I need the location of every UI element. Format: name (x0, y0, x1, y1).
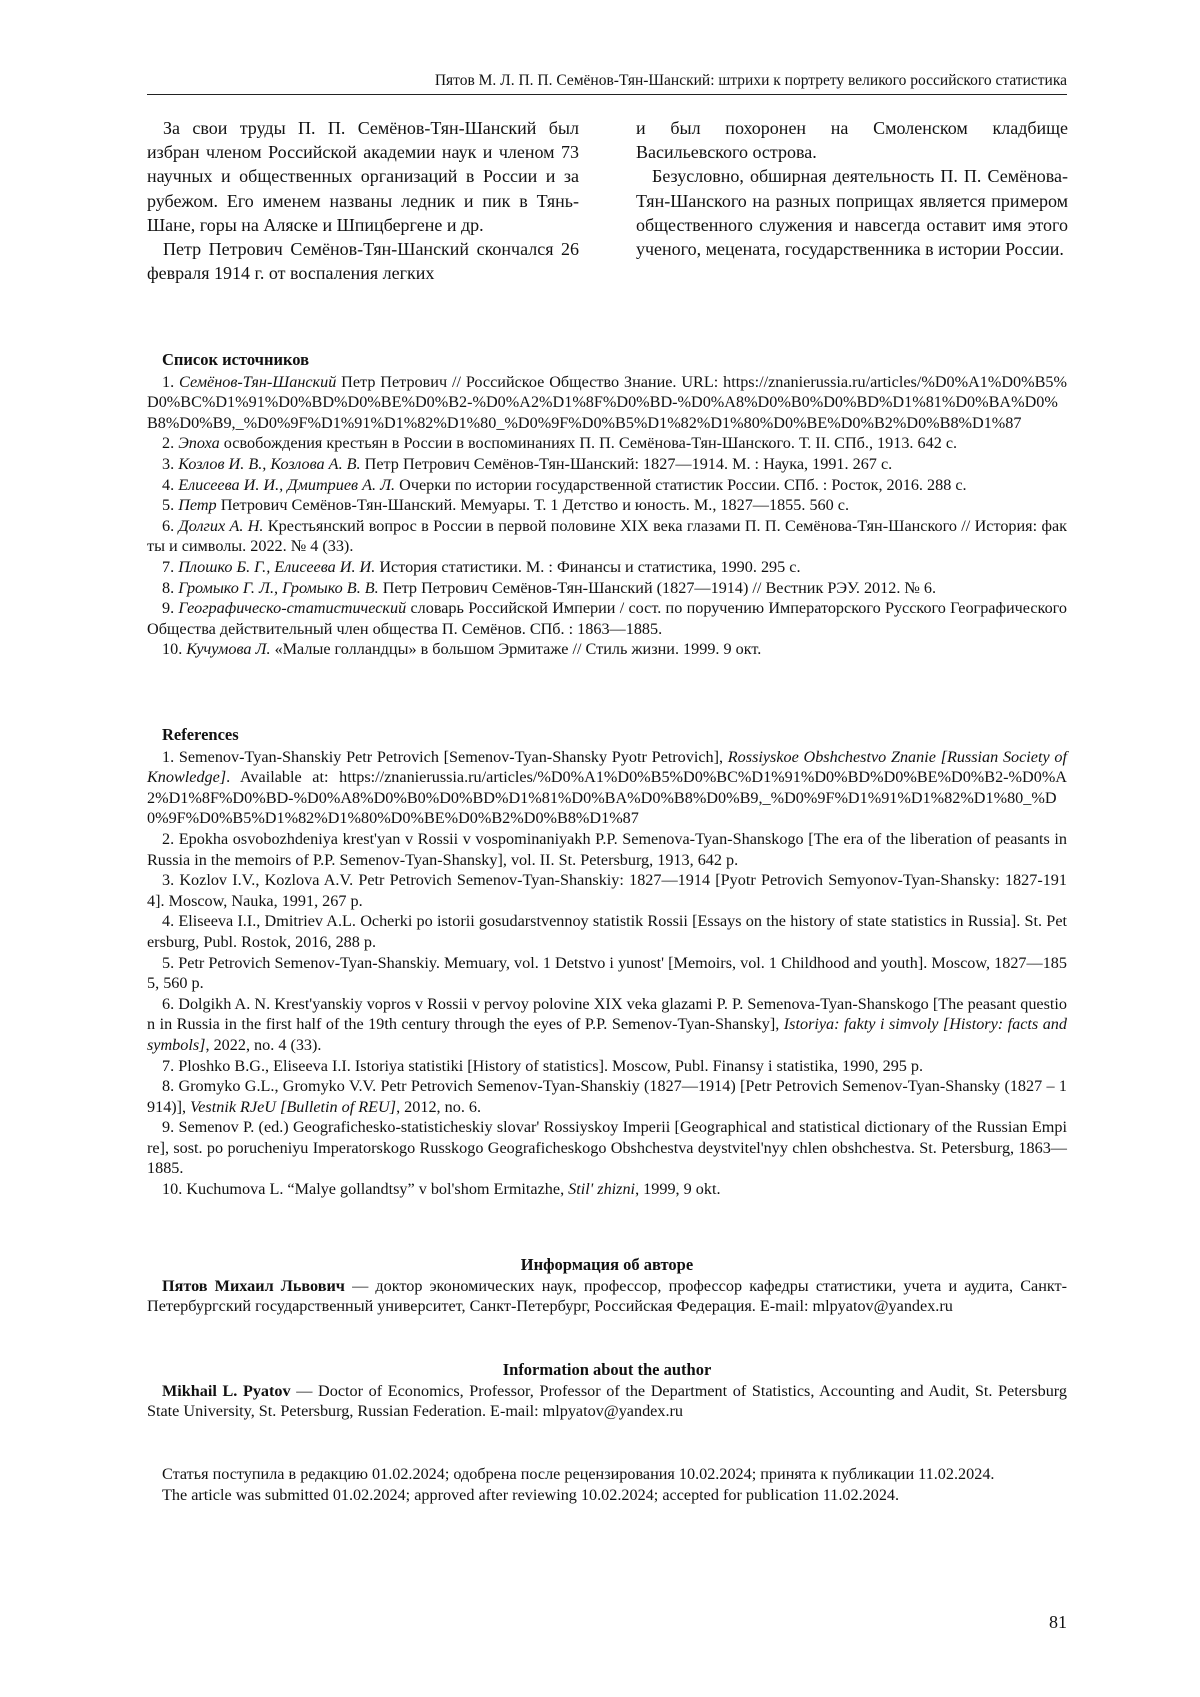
source-author: Кучумова Л. (186, 640, 271, 659)
reference-tail: , 1999, 9 okt. (635, 1180, 721, 1199)
page-number: 81 (1049, 1612, 1067, 1632)
source-text: Петрович Семёнов-Тян-Шанский. Мемуары. Т. 1 Детство и юность. М., 1827—1855. 560 с. (216, 496, 850, 515)
reference-text: Gromyko G.L., Gromyko V.V. Petr Petrovich Semenov-Tyan-Shanskiy (1827—1914) [Petr Petrovich Semenov-Tyan-Shansky (1827 – 1914)], (147, 1077, 1067, 1116)
references-section (147, 725, 1067, 1200)
submission-ru: Статья поступила в редакцию 01.02.2024; одобрена после рецензирования 10.02.2024; принята к публикации 11.02.2024. (162, 1465, 995, 1483)
author-bio-text-ru: — доктор экономических наук, профессор, профессор кафедры статистики, учета и аудита, Санкт-Петербургский государственный университет, Санкт-Петербург, Российская Федерация. E-mail: mlpyatov@yandex.ru (147, 1276, 1067, 1316)
source-number: 7. (162, 557, 175, 576)
source-text: История статистики. М. : Финансы и статистика, 1990. 295 с. (375, 557, 801, 576)
reference-text: Eliseeva I.I., Dmitriev A.L. Ocherki po istorii gosudarstvennoy statistik Rossii [Essays on the history of state statistics in Russia]. St. Petersburg, Publ. Rostok, 2016, 288 p. (147, 912, 1067, 951)
reference-tail: . Available at: https://znanierussia.ru/articles/%D0%A1%D0%B5%D0%BC%D1%91%D0%BD%D0%BE%D0%B2-%D0%A2%D1%8F%D0%BD-%D0%A8%D0%B0%D0%BD%D1%81%D0%BA%D0%B8%D0%B9,_%D0%9F%D1%91%D1%82%D1%80_%D0%9F%D0%B5%D1%82%D1%80%D0%BE%D0%B2%D0%B8%D1%87 (147, 768, 1067, 828)
author-name-en: Mikhail L. Pyatov (162, 1381, 291, 1400)
reference-number: 9. (162, 1118, 175, 1137)
reference-item (147, 1117, 1067, 1179)
source-text: «Малые голландцы» в большом Эрмитаже // Стиль жизни. 1999. 9 окт. (270, 640, 762, 659)
references-list (147, 747, 1067, 1200)
reference-number: 6. (162, 994, 175, 1013)
reference-item (147, 994, 1067, 1056)
source-number: 3. (162, 454, 175, 473)
reference-number: 10. (162, 1180, 183, 1199)
reference-item (147, 911, 1067, 952)
reference-item (147, 747, 1067, 829)
source-number: 2. (162, 434, 175, 453)
source-text: Крестьянский вопрос в России в первой половине XIX века глазами П. П. Семёнова-Тян-Шанского // История: факты и символы. 2022. № 4 (33). (147, 516, 1067, 556)
source-author: Долгих А. Н. (178, 516, 264, 535)
source-item (147, 495, 1067, 516)
author-info-en (147, 1360, 1067, 1422)
source-number: 1. (162, 372, 175, 391)
reference-journal: Rossiyskoe Obshchestvo Znanie [Russian Society of Knowledge] (147, 747, 1067, 787)
author-info-title-ru: Информация об авторе (520, 1255, 694, 1274)
sources-section (147, 350, 1067, 660)
reference-tail: , 2012, no. 6. (396, 1097, 482, 1116)
body-paragraph: Безусловно, обширная деятельность П. П. Семёнова-Тян-Шанского на разных поприщах является примером общественного служения и навсегда оставит имя этого ученого, мецената, государственника в истории России. (636, 166, 1068, 260)
source-item (147, 598, 1067, 639)
reference-text: Dolgikh A. N. Krest'yanskiy vopros v Rossii v pervoy polovine XIX veka glazami P. P. Semenova-Tyan-Shanskogo [The peasant question in Russia in the first half of the 19th century through the eyes of P.P. Semenov-Tyan-Shansky], (147, 994, 1067, 1034)
source-text: Петр Петрович Семёнов-Тян-Шанский: 1827—1914. М. : Наука, 1991. 267 с. (360, 454, 893, 473)
reference-text: Kuchumova L. “Malye gollandtsy” v bol'shom Ermitazhe, (182, 1180, 569, 1199)
body-paragraph: и был похоронен на Смоленском кладбище Васильевского острова. (636, 118, 1068, 163)
reference-text: Ploshko B.G., Eliseeva I.I. Istoriya statistiki [History of statistics]. Moscow, Publ. Finansy i statistika, 1990, 295 p. (174, 1056, 924, 1075)
source-author: Громыко Г. Л., Громыко В. В. (178, 578, 379, 597)
reference-text: Petr Petrovich Semenov-Tyan-Shanskiy. Memuary, vol. 1 Detstvo i yunost' [Memoirs, vol. 1 Childhood and youth]. Moscow, 1827—1855, 560 p. (147, 953, 1067, 993)
body-paragraph: Петр Петрович Семёнов-Тян-Шанский скончался 26 февраля 1914 г. от воспаления легких (147, 239, 579, 284)
source-item (147, 557, 1067, 578)
source-author: Плошко Б. Г., Елисеева И. И. (178, 557, 376, 576)
source-author: Петр (178, 496, 217, 515)
reference-item (147, 1056, 1067, 1077)
source-author: Географическо-статистический (178, 599, 407, 618)
source-item (147, 454, 1067, 475)
reference-item (147, 1076, 1067, 1117)
reference-journal: Istoriya: fakty i simvoly [History: facts and symbols] (147, 1015, 1067, 1054)
reference-item (147, 953, 1067, 994)
author-bio-text-en: — Doctor of Economics, Professor, Professor of the Department of Statistics, Accounting and Audit, St. Petersburg State University, St. Petersburg, Russian Federation. E-mail: mlpyatov@yandex.ru (147, 1381, 1067, 1421)
body-column-right (636, 116, 1068, 261)
source-number: 4. (162, 475, 175, 494)
source-item (147, 516, 1067, 557)
source-number: 8. (162, 578, 175, 597)
source-text: освобождения крестьян в России в воспоминаниях П. П. Семёнова-Тян-Шанского. Т. II. СПб., 1913. 642 с. (219, 434, 958, 453)
author-bio-en (147, 1381, 1067, 1422)
source-number: 9. (162, 599, 175, 618)
reference-text: Semenov P. (ed.) Geograficheskо-statisticheskiy slovar' Rossiyskoy Imperii [Geographical and statistical dictionary of the Russian Empire], sost. po porucheniyu Imperatorskogo Russkogo Geograficheskogo Obshchestva deystvitel'nyy chlen obshchestva. St. Petersburg, 1863—1885. (147, 1118, 1067, 1178)
references-title: References (162, 725, 239, 744)
source-text: Петр Петрович // Российское Общество Знание. URL: https://znanierussia.ru/articles/%D0%A1%D0%B5%D0%BC%D1%91%D0%BD%D0%BE%D0%B2-%D0%A2%D1%8F%D0%BD-%D0%A8%D0%B0%D0%BD%D1%81%D0%BA%D0%B8%D0%B9,_%D0%9F%D1%91%D1%82%D1%80_%D0%9F%D0%B5%D1%82%D1%80%D0%BE%D0%B2%D0%B8%D1%87 (147, 372, 1068, 432)
source-author: Козлов И. В., Козлова А. В. (178, 454, 361, 473)
author-info-ru (147, 1255, 1067, 1317)
reference-text: Semenov-Tyan-Shanskiy Petr Petrovich [Semenov-Tyan-Shansky Pyotr Petrovich], (174, 747, 728, 766)
source-text: Очерки по истории государственной статистик России. СПб. : Росток, 2016. 288 с. (395, 475, 967, 494)
reference-journal: Stil' zhizni (568, 1180, 636, 1199)
submission-dates (147, 1464, 1067, 1505)
reference-number: 5. (162, 953, 175, 972)
reference-text: Epokha osvobozhdeniya krest'yan v Rossii v vospominaniyakh P.P. Semenova-Tyan-Shanskogo [The era of the liberation of peasants in Russia in the memoirs of P.P. Semenov-Tyan-Shansky], vol. II. St. Petersburg, 1913, 642 p. (147, 829, 1067, 869)
source-author: Семёнов-Тян-Шанский (179, 372, 337, 391)
source-author: Эпоха (178, 434, 220, 453)
source-author: Елисеева И. И., Дмитриев А. Л. (178, 475, 396, 494)
source-number: 10. (162, 640, 183, 659)
submission-en: The article was submitted 01.02.2024; approved after reviewing 10.02.2024; accepted for publication 11.02.2024. (162, 1485, 900, 1504)
reference-tail: , 2022, no. 4 (33). (205, 1035, 322, 1054)
reference-journal: Vestnik RJeU [Bulletin of REU] (190, 1097, 397, 1116)
source-item (147, 639, 1067, 660)
source-text: словарь Российской Империи / сост. по поручению Императорского Русского Географического Общества действительный член общества П. Семёнов. СПб. : 1863—1885. (147, 599, 1068, 638)
source-number: 6. (162, 516, 175, 535)
source-item (147, 433, 1067, 454)
author-name-ru: Пятов Михаил Львович (162, 1276, 345, 1295)
author-info-title-en: Information about the author (502, 1360, 712, 1379)
reference-text: Kozlov I.V., Kozlova A.V. Petr Petrovich Semenov-Tyan-Shanskiy: 1827—1914 [Pyotr Petrovich Semyonov-Tyan-Shansky: 1827-1914]. Moscow, Nauka, 1991, 267 p. (147, 871, 1067, 910)
sources-title: Список источников (162, 350, 310, 369)
reference-number: 3. (162, 871, 175, 890)
reference-item (147, 829, 1067, 870)
source-item (147, 578, 1067, 599)
source-number: 5. (162, 496, 175, 515)
author-bio-ru (147, 1276, 1067, 1317)
reference-number: 2. (162, 829, 175, 848)
source-text: Петр Петрович Семёнов-Тян-Шанский (1827—1914) // Вестник РЭУ. 2012. № 6. (378, 578, 937, 597)
body-paragraph: За свои труды П. П. Семёнов-Тян-Шанский был избран членом Российской академии наук и членом 73 научных и общественных организаций в России и за рубежом. Его именем названы ледник и пик в Тянь-Шане, горы на Аляске и Шпицбергене и др. (147, 118, 579, 235)
reference-number: 8. (162, 1077, 175, 1096)
sources-list (147, 372, 1067, 660)
source-item (147, 372, 1067, 434)
running-header: Пятов М. Л. П. П. Семёнов-Тян-Шанский: штрихи к портрету великого российского статистика (147, 70, 1067, 95)
reference-number: 1. (162, 747, 175, 766)
body-column-left (147, 116, 579, 285)
reference-item (147, 870, 1067, 911)
source-item (147, 475, 1067, 496)
reference-item (147, 1179, 1067, 1200)
reference-number: 7. (162, 1056, 175, 1075)
reference-number: 4. (162, 912, 175, 931)
